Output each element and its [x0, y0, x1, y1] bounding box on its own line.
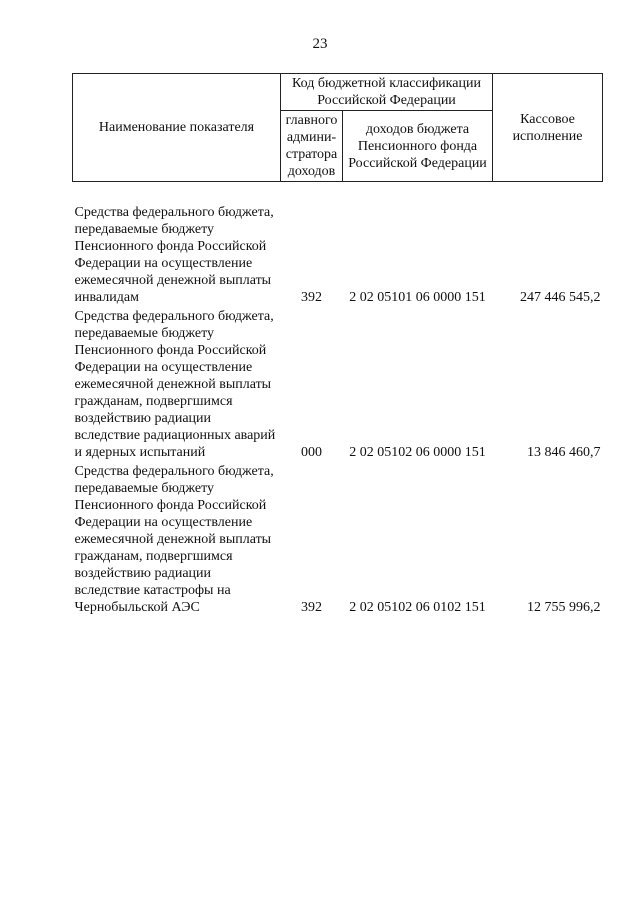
table-row [73, 463, 603, 618]
row-name: Средства федерального бюджета, передаваемые бюджету Пенсионного фонда Российской Федерации на осуществление ежемесячной денежной выплаты гражданам, подвергшимся воздействию радиации вследствие радиационных аварий и ядерных испытаний [74, 309, 276, 460]
row-amount: 247 446 545,2 [520, 290, 601, 305]
row-revenue-code: 2 02 05102 06 0000 151 [349, 445, 486, 460]
table-row [73, 308, 603, 463]
header-revenue: доходов бюджета Пенсионного фонда Российской Федерации [343, 111, 493, 182]
row-admin-code: 000 [301, 445, 322, 460]
header-name: Наименование показателя [73, 74, 281, 182]
row-name: Средства федерального бюджета, передаваемые бюджету Пенсионного фонда Российской Федерации на осуществление ежемесячной денежной выплаты гражданам, подвергшимся воздействию радиации вследствие катастрофы на Чернобыльской АЭС [74, 464, 274, 615]
row-revenue-code: 2 02 05102 06 0102 151 [349, 600, 486, 615]
row-amount: 12 755 996,2 [527, 600, 601, 615]
header-code-group: Код бюджетной классификации Российской Федерации [281, 74, 493, 111]
row-admin-code: 392 [301, 290, 322, 305]
table-row [73, 204, 603, 308]
header-admin: главного админи-стратора доходов [281, 111, 343, 182]
table-body [73, 182, 603, 619]
budget-table [72, 73, 603, 618]
table-header [73, 74, 603, 182]
row-amount: 13 846 460,7 [527, 445, 601, 460]
row-name: Средства федерального бюджета, передаваемые бюджету Пенсионного фонда Российской Федерации на осуществление ежемесячной денежной выплаты инвалидам [74, 205, 274, 305]
page-number: 23 [312, 36, 328, 52]
header-amount: Кассовое исполнение [493, 74, 603, 182]
row-revenue-code: 2 02 05101 06 0000 151 [349, 290, 486, 305]
row-admin-code: 392 [301, 600, 322, 615]
